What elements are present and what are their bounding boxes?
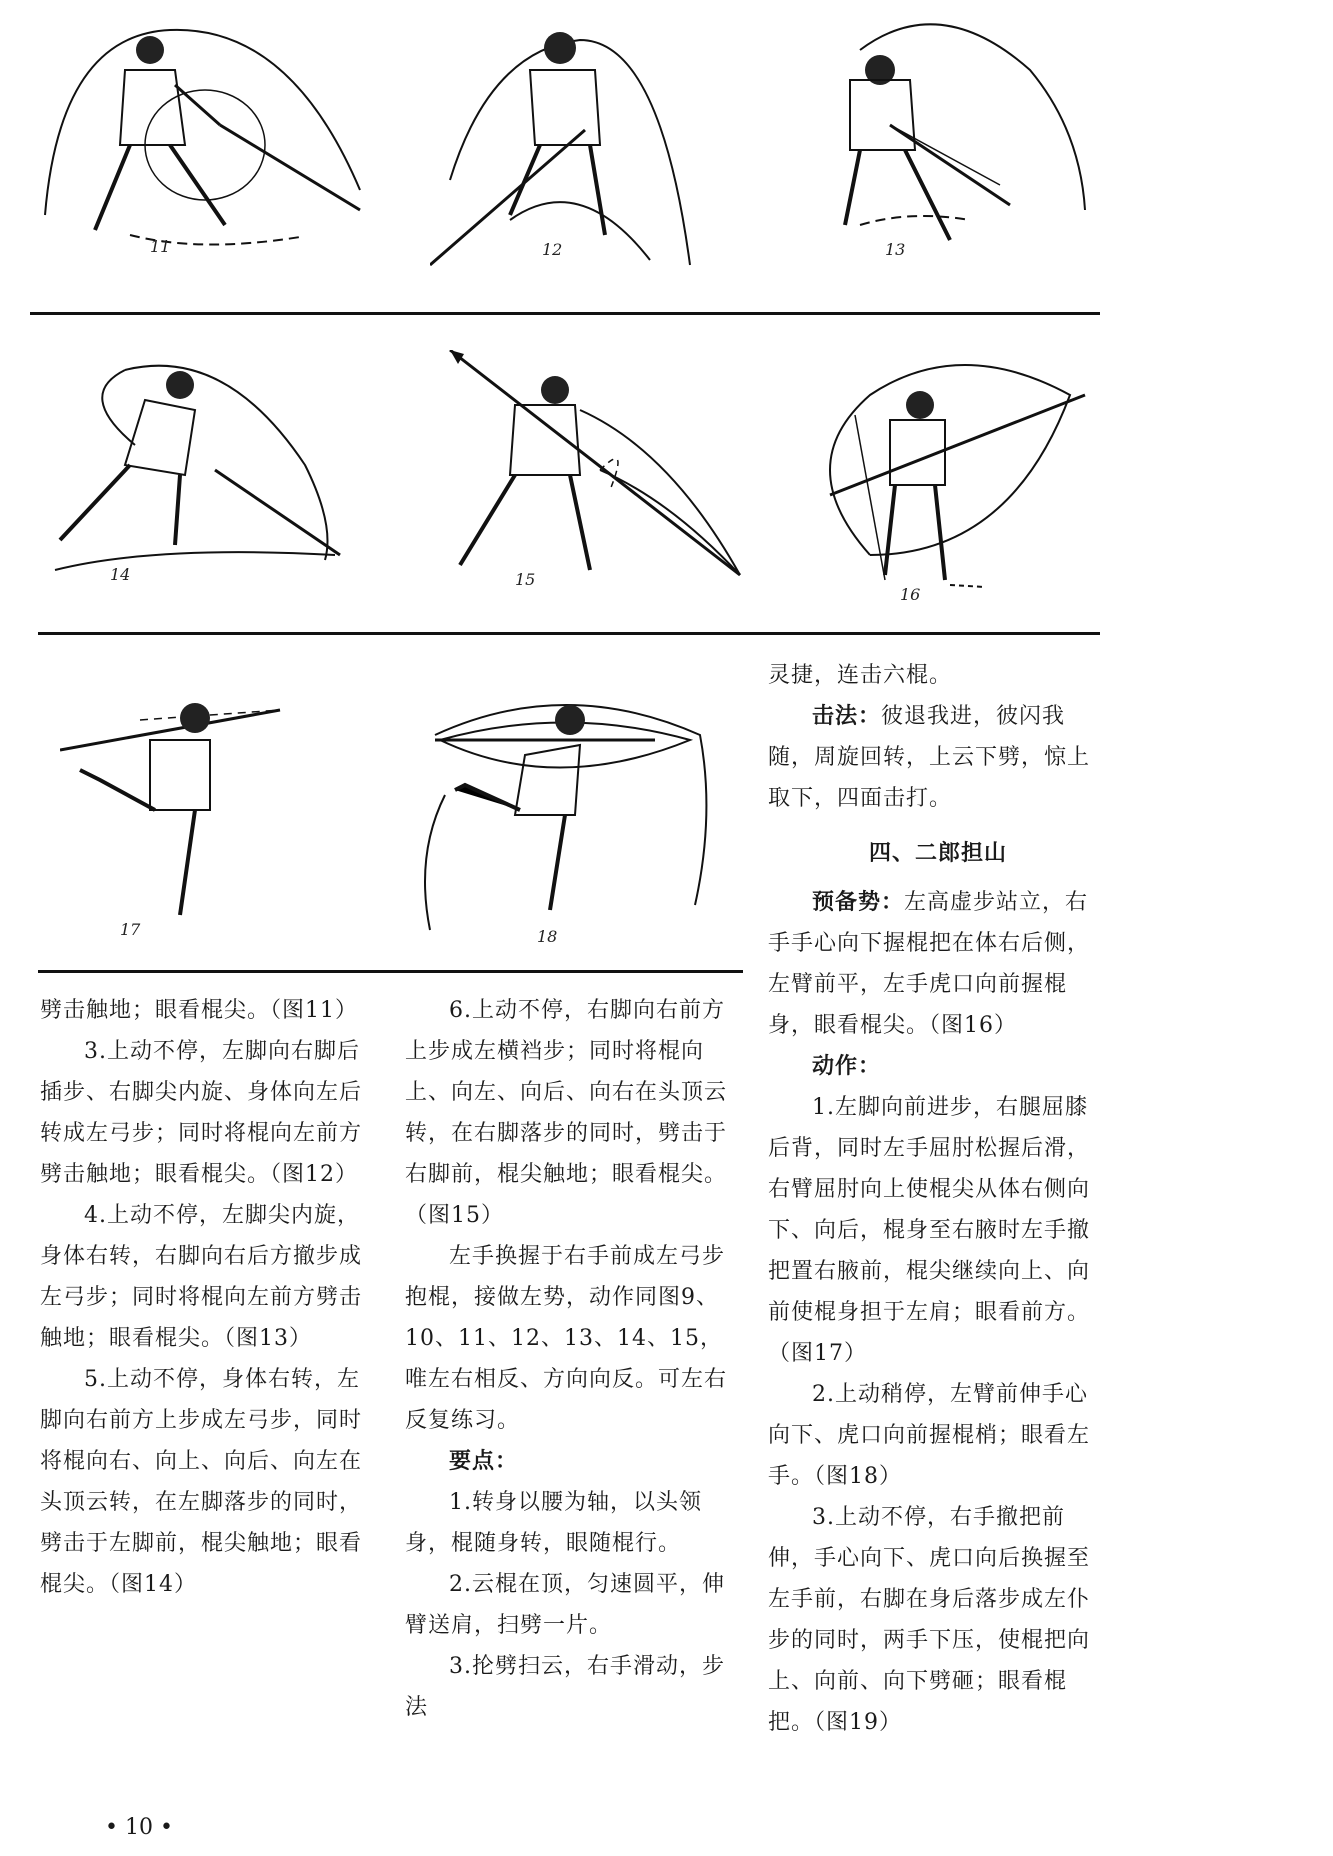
col3-prep [768, 882, 1108, 1046]
col2-p1: 6.上动不停，右脚向右前方上步成左横裆步；同时将棍向上、向左、向后、向右在头顶云转，在右脚落步的同时，劈击于右脚前，棍尖触地；眼看棍尖。（图15） [405, 998, 728, 1228]
divider-3 [38, 970, 743, 973]
figure-15 [440, 350, 760, 590]
figure-13-drawing [820, 10, 1120, 270]
figure-13 [820, 10, 1120, 270]
divider-1 [30, 312, 1100, 315]
text-column-2 [405, 990, 740, 1728]
figure-18 [415, 695, 725, 950]
figure-14-drawing [35, 355, 365, 590]
figure-12 [430, 10, 720, 280]
text-column-1 [40, 990, 370, 1605]
col2-p2: 左手换握于右手前成左弓步抱棍，接做左势，动作同图9、10、11、12、13、14、15，唯左右相反、方向向反。可左右反复练习。 [405, 1244, 728, 1433]
figure-17-number: 17 [120, 920, 141, 939]
col3-p0: 灵捷，连击六棍。 [768, 663, 953, 688]
text-column-3 [768, 655, 1108, 1743]
figure-15-number: 15 [515, 570, 536, 589]
figure-12-drawing [430, 10, 720, 280]
figure-11 [40, 15, 380, 280]
divider-2 [38, 632, 1100, 635]
prep-label: 预备势： [812, 889, 905, 915]
figure-17-drawing [60, 700, 300, 940]
figure-16-number: 16 [900, 585, 921, 604]
figure-14-number: 14 [110, 565, 131, 584]
figure-12-number: 12 [542, 240, 563, 259]
col1-p2: 4.上动不停，左脚尖内旋，身体右转，右脚向右后方撤步成左弓步；同时将棍向左前方劈击触地；眼看棍尖。（图13） [40, 1203, 363, 1351]
figure-18-number: 18 [537, 927, 558, 946]
page-number: • 10 • [105, 1815, 173, 1840]
figure-15-drawing [440, 350, 760, 590]
hit-text: 彼退我进，彼闪我随，周旋回转，上云下劈，惊上取下，四面击打。 [768, 704, 1091, 811]
hit-label: 击法： [812, 703, 882, 729]
col3-a2: 2.上动稍停，左臂前伸手心向下、虎口向前握棍梢；眼看左手。（图18） [768, 1382, 1091, 1489]
col2-k2: 2.云棍在顶，匀速圆平，伸臂送肩，扫劈一片。 [405, 1572, 725, 1638]
figure-11-number: 11 [150, 237, 171, 256]
figure-18-drawing [415, 695, 725, 950]
col2-k3: 3.抡劈扫云，右手滑动，步法 [405, 1654, 725, 1720]
figure-17 [60, 700, 300, 940]
figure-14 [35, 355, 365, 590]
col2-key-title: 要点： [449, 1448, 519, 1474]
action-label: 动作： [812, 1053, 882, 1079]
prep-text: 左高虚步站立，右手手心向下握棍把在体右后侧，左臂前平，左手虎口向前握棍身，眼看棍尖。（图16） [768, 890, 1091, 1038]
figure-16-drawing [810, 355, 1110, 615]
figure-16 [810, 355, 1110, 615]
col3-hit [768, 696, 1108, 819]
figure-13-number: 13 [885, 240, 906, 259]
section-title: 四、二郎担山 [868, 840, 1007, 866]
col1-p1: 3.上动不停，左脚向右脚后插步、右脚尖内旋、身体向左后转成左弓步；同时将棍向左前方劈击触地；眼看棍尖。（图12） [40, 1039, 363, 1187]
col1-p0: 劈击触地；眼看棍尖。（图11） [40, 998, 358, 1023]
col3-a1: 1.左脚向前进步，右腿屈膝后背，同时左手屈肘松握后滑，右臂屈肘向上使棍尖从体右侧向下、向后，棍身至右腋时左手撤把置右腋前，棍尖继续向上、向前使棍身担于左肩；眼看前方。（图17） [768, 1095, 1091, 1366]
figure-11-drawing [40, 15, 380, 280]
col2-k1: 1.转身以腰为轴，以头领身，棍随身转，眼随棍行。 [405, 1490, 702, 1556]
col1-p3: 5.上动不停，身体右转，左脚向右前方上步成左弓步，同时将棍向右、向上、向后、向左在头顶云转，在左脚落步的同时，劈击于左脚前，棍尖触地；眼看棍尖。（图14） [40, 1367, 363, 1597]
col3-a3: 3.上动不停，右手撤把前伸，手心向下、虎口向后换握至左手前，右脚在身后落步成左仆步的同时，两手下压，使棍把向上、向前、向下劈砸；眼看棍把。（图19） [768, 1505, 1091, 1735]
